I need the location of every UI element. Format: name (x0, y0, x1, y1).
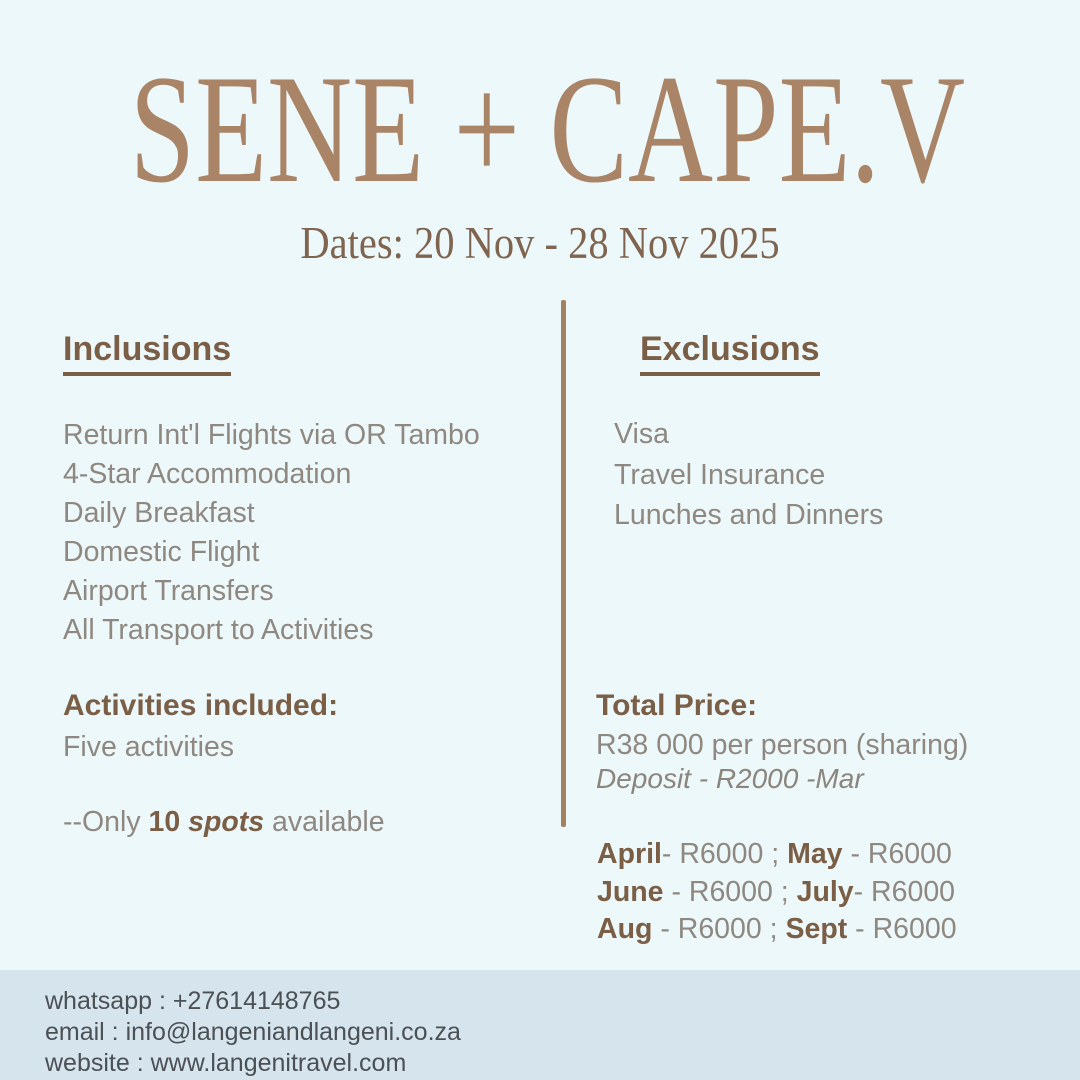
activities-heading: Activities included: (63, 689, 339, 722)
exclusions-list (614, 414, 883, 536)
payment-month: Aug (597, 913, 653, 945)
inclusions-heading: Inclusions (63, 330, 231, 376)
contact-lines (45, 986, 461, 1079)
total-price-heading: Total Price: (596, 689, 758, 722)
payment-amount: - R6000 ; (652, 913, 786, 945)
list-item: Travel Insurance (614, 458, 826, 491)
payment-month: July (796, 875, 854, 908)
whatsapp-contact: whatsapp : +27614148765 (45, 987, 341, 1015)
list-item: All Transport to Activities (63, 614, 374, 646)
payment-line (597, 911, 957, 949)
payment-amount: - R6000 (842, 838, 952, 870)
contact-band (0, 970, 1080, 1080)
payment-amount: - R6000 (847, 913, 957, 945)
payment-amount: - R6000 (853, 875, 956, 908)
deposit-note: Deposit - R2000 -Mar (596, 763, 864, 794)
inclusions-list (63, 416, 480, 650)
payment-month: May (787, 838, 843, 870)
payment-amount: - R6000 ; (661, 838, 788, 870)
price-per-person: R38 000 per person (sharing) (596, 729, 969, 761)
payment-line (597, 836, 957, 874)
spots-prefix: --Only (63, 806, 149, 838)
spots-count: 10 (148, 806, 189, 838)
list-item: Visa (614, 418, 669, 450)
column-divider (561, 300, 566, 827)
website-contact: website : www.langenitravel.com (45, 1049, 407, 1077)
activities-value: Five activities (63, 731, 235, 763)
list-item: Domestic Flight (63, 536, 260, 568)
list-item: Daily Breakfast (63, 497, 255, 529)
payment-month: June (597, 875, 664, 908)
spots-note (63, 806, 385, 839)
exclusions-heading: Exclusions (640, 330, 820, 376)
spots-suffix: available (264, 806, 385, 838)
list-item: Return Int'l Flights via OR Tambo (63, 419, 480, 451)
list-item: Lunches and Dinners (614, 499, 884, 531)
email-contact: email : info@langeniandlangeni.co.za (45, 1018, 461, 1046)
payment-schedule (597, 836, 957, 949)
payment-line (597, 874, 957, 912)
trip-dates: Dates: 20 Nov - 28 Nov 2025 (300, 218, 780, 268)
trip-title: SENE + CAPE.V (129, 43, 966, 215)
payment-amount: - R6000 ; (663, 875, 797, 908)
payment-month: Sept (785, 913, 848, 945)
payment-month: April (597, 838, 662, 870)
spots-word: spots (188, 806, 265, 838)
list-item: 4-Star Accommodation (63, 458, 352, 490)
list-item: Airport Transfers (63, 575, 274, 607)
